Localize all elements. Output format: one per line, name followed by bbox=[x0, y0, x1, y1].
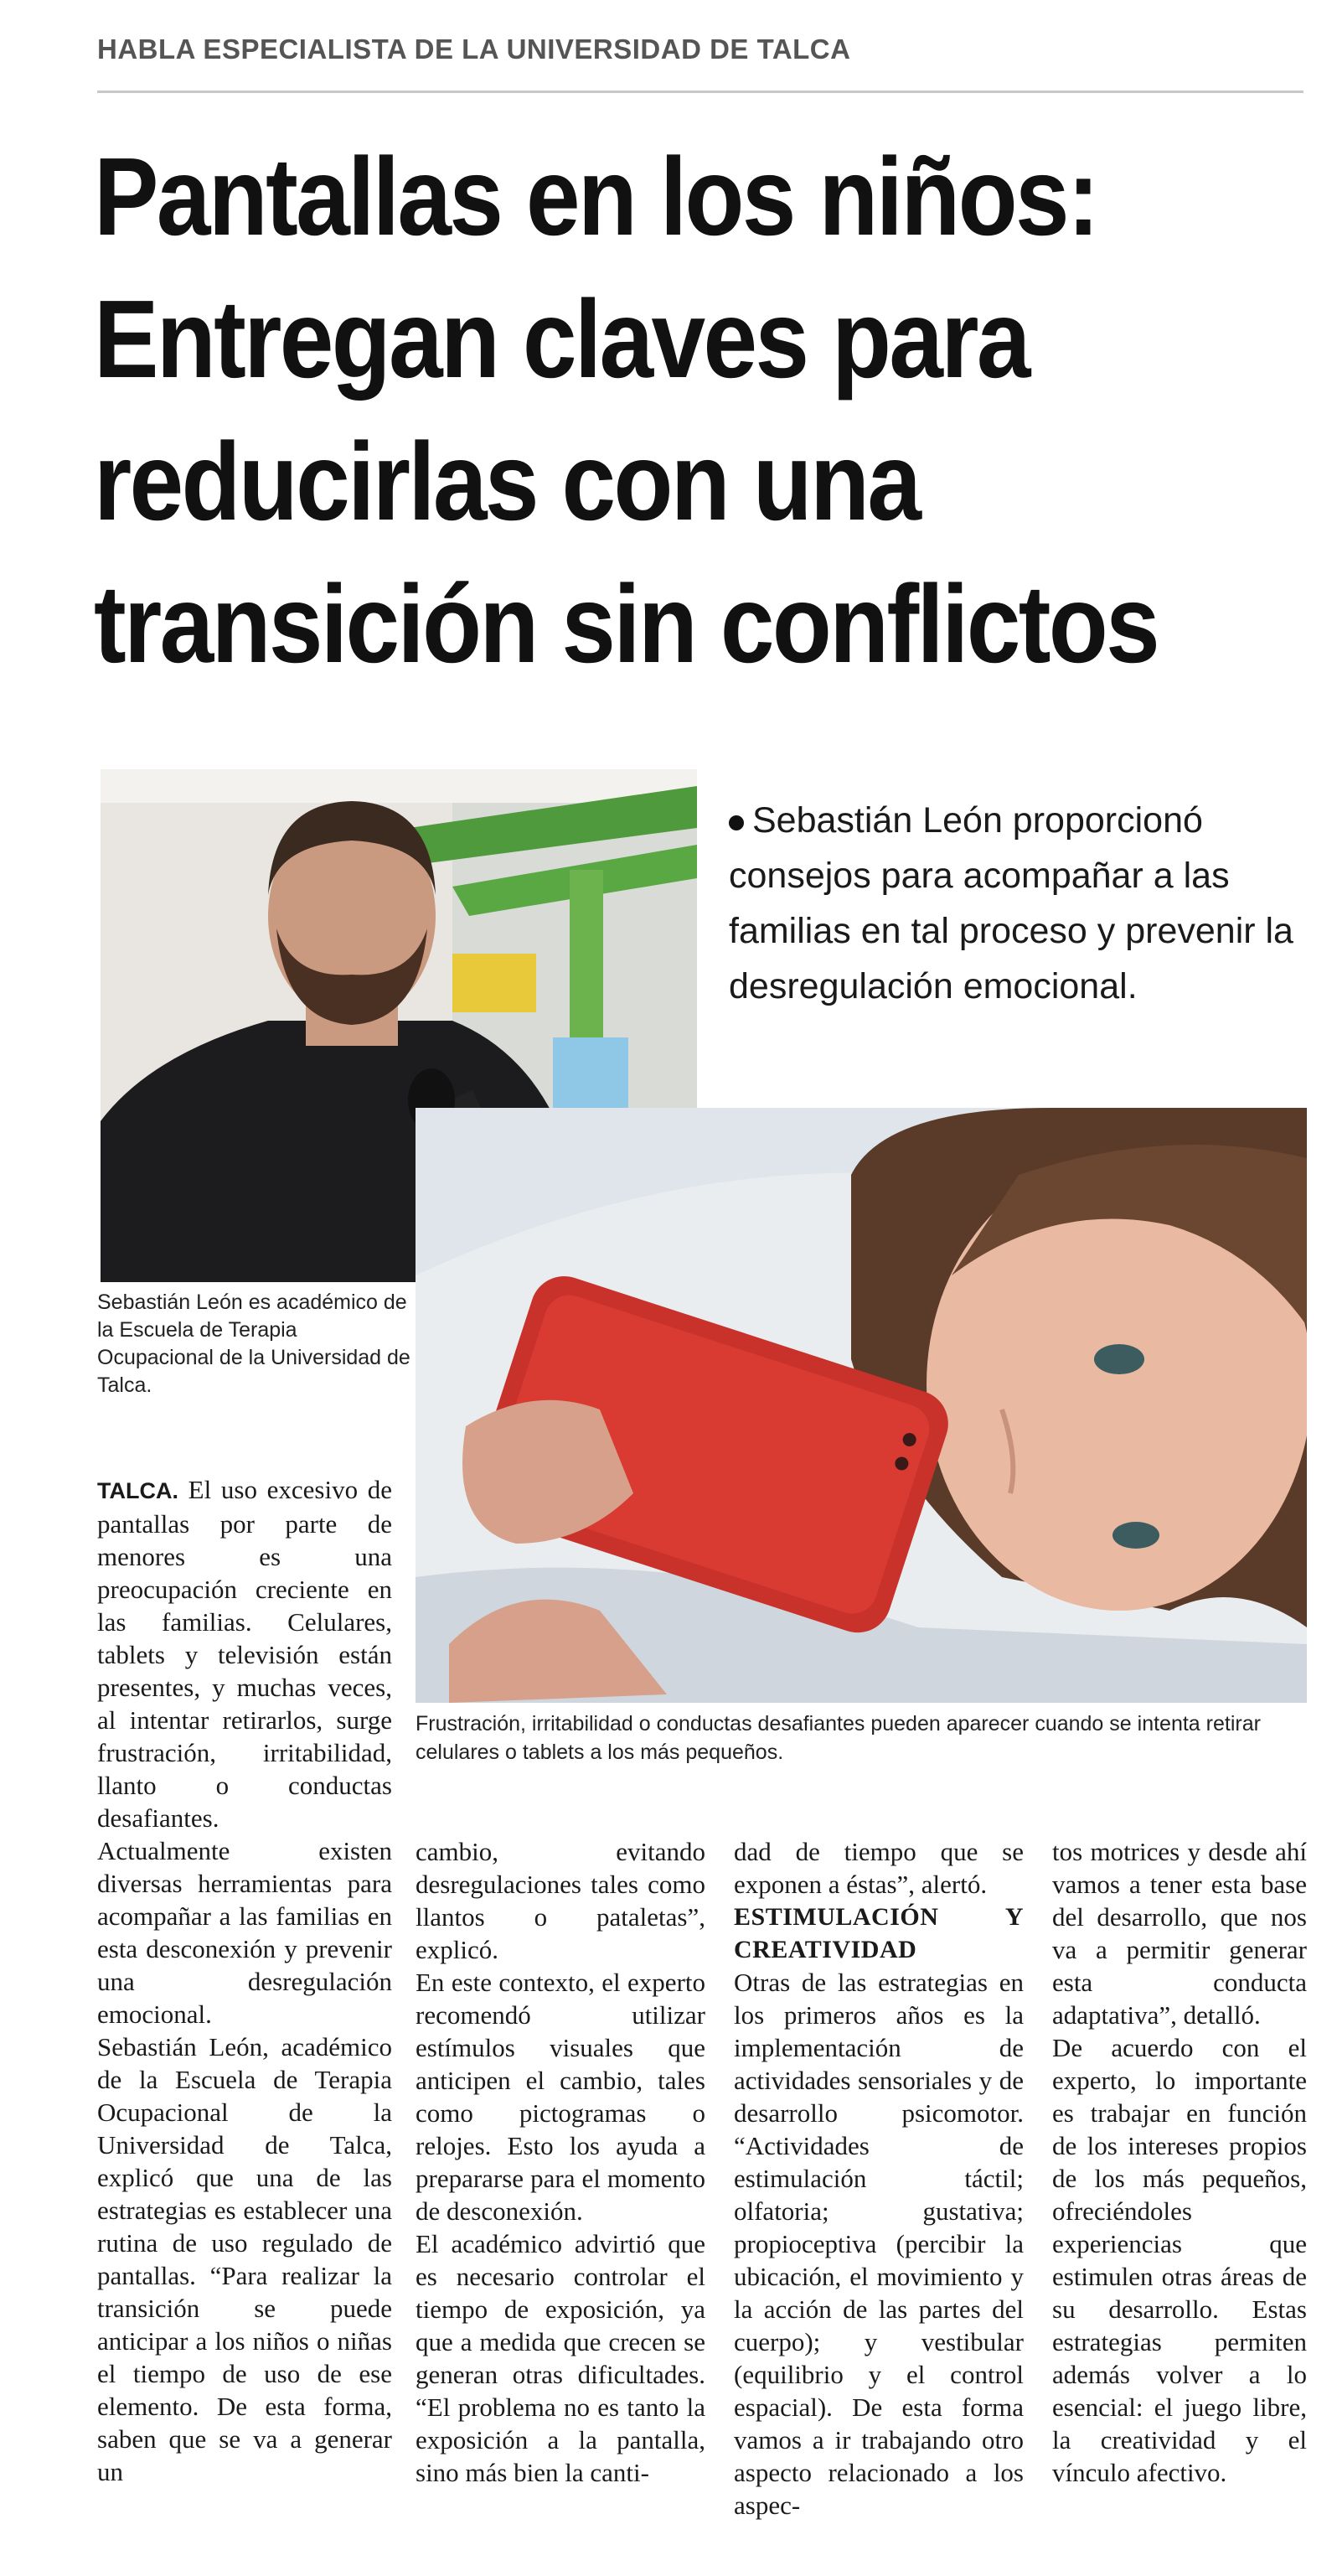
article-paragraph: De acuerdo con el experto, lo importante es trabajar en función de los intereses propios de los más pequeños, ofreciéndoles experiencias que estimulen otras áreas de su desarrollo. Estas estrategias permiten además volver a lo esencial: el juego libre, la creatividad y el vínculo afectivo. bbox=[1052, 2033, 1307, 2487]
article-column-2 bbox=[416, 1835, 705, 2489]
article-column-1 bbox=[97, 1473, 392, 2488]
article-paragraph: Actualmente existen diversas herramientas para acompañar a las familias en esta desconexión y prevenir una desregulación emocional. bbox=[97, 1836, 392, 2029]
section-subhead: ESTIMULACIÓN Y CREATIVIDAD bbox=[734, 1903, 1024, 1963]
headline bbox=[94, 126, 1170, 696]
article-paragraph: tos motrices y desde ahí vamos a tener esta base del desarrollo, que nos va a permitir generar esta conducta adaptativa”, detalló. bbox=[1052, 1837, 1307, 2030]
article-paragraph: El académico advirtió que es necesario controlar el tiempo de exposición, ya que a medida que crecen se generan otras dificultades. “El problema no es tanto la exposición a la pantalla, sino más bien la canti- bbox=[416, 2229, 705, 2487]
article-paragraph: Sebastián León, académico de la Escuela de Terapia Ocupacional de la Universidad de Talca, explicó que una de las estrategias es establecer una rutina de uso regulado de pantallas. “Para realizar la transición se puede anticipar a los niños o niñas el tiempo de uso de ese elemento. De esta forma, saben que se va a generar un bbox=[97, 2032, 392, 2486]
article-column-3 bbox=[734, 1835, 1024, 2522]
article-paragraph bbox=[97, 1473, 392, 1834]
headline-line: Pantallas en los niños: bbox=[94, 135, 1097, 258]
article-paragraph: dad de tiempo que se exponen a éstas”, alertó. bbox=[734, 1837, 1024, 1899]
headline-line: reducirlas con una bbox=[94, 420, 920, 543]
article-summary bbox=[729, 793, 1307, 1014]
bullet-icon bbox=[729, 815, 744, 830]
article-paragraph: Otras de las estrategias en los primeros años es la implementación de actividades sensoriales y de desarrollo psicomotor. “Actividades de estimulación táctil; olfatoria; gustativa; propioceptiva (percibir la ubicación, el movimiento y la acción de las partes del cuerpo); y vestibular (equilibrio y el control espacial). De esta forma vamos a ir trabajando otro aspecto relacionado a los aspec- bbox=[734, 1968, 1024, 2520]
photo-caption-academic: Sebastián León es académico de la Escuela de Terapia Ocupacional de la Universidad de Talca. bbox=[97, 1291, 410, 1397]
article-column-4 bbox=[1052, 1835, 1307, 2489]
summary-text: Sebastián León proporcionó consejos para acompañar a las familias en tal proceso y prevenir la desregulación emocional. bbox=[729, 800, 1293, 1006]
photo-caption-child: Frustración, irritabilidad o conductas desafiantes pueden aparecer cuando se intenta retirar celulares o tablets a los más pequeños. bbox=[416, 1712, 1261, 1764]
kicker: HABLA ESPECIALISTA DE LA UNIVERSIDAD DE TALCA bbox=[97, 34, 851, 65]
article-paragraph: En este contexto, el experto recomendó utilizar estímulos visuales que anticipen el cambio, tales como pictogramas o relojes. Esto los ayuda a prepararse para el momento de desconexión. bbox=[416, 1968, 705, 2226]
article-paragraph: cambio, evitando desregulaciones tales como llantos o pataletas”, explicó. bbox=[416, 1837, 705, 1964]
headline-line: transición sin conflictos bbox=[94, 562, 1159, 685]
headline-line: Entregan claves para bbox=[94, 277, 1029, 401]
paragraph-text: El uso excesivo de pantallas por parte de menores es una preocupación creciente en las familias. Celulares, tablets y televisión están presentes, y muchas veces, al intentar retirarlos, surge frustración, irritabilidad, llanto o conductas desafiantes. bbox=[97, 1475, 392, 1833]
child-phone-photo bbox=[416, 1108, 1307, 1703]
divider bbox=[97, 91, 1303, 93]
dateline: TALCA. bbox=[97, 1478, 178, 1503]
